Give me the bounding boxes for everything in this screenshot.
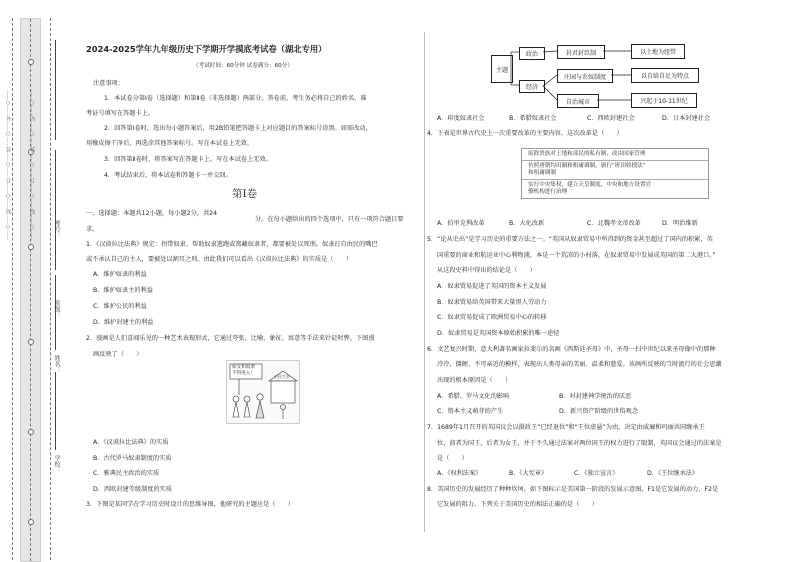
cartoon-sign-line2: 不得进入！ (232, 371, 255, 376)
field-class-line (55, 150, 56, 270)
mindmap-economy: 经济 (519, 80, 545, 93)
q2-stem: 2．漫画是人们喜闻乐见的一种艺术表现形式，它通过夸张、比喻、象征、寓意等手法来针砭时弊。下图漫 (86, 335, 375, 342)
field-name: 姓名： (53, 355, 60, 373)
q4-table-text: 和租庸调制 (528, 170, 556, 176)
q7-option-d: D．《王位继承法》 (647, 470, 699, 477)
q1-option-b: B．维护奴隶主的利益 (93, 287, 153, 294)
q3-option-b: B．希腊奴隶社会 (509, 115, 557, 122)
q1-option-a: A．维护奴隶的利益 (93, 271, 147, 278)
q6-option-c: C．资本主义萌芽的产生 (437, 408, 504, 415)
q5-stem-end: 从这段史料中得出的结论是（ ） (437, 267, 536, 274)
q1-stem-cont: 或不承认自己的主人，要被处以割耳之刑。由此我们可以看出《汉谟拉比法典》的实质是（ ） (86, 256, 353, 263)
mindmap-politics: 政治 (519, 47, 545, 60)
binding-outer-text: ……○……外……○……装……○……订……○……线……○…… (5, 90, 11, 240)
q2-stem-cont: 画反映了（ ） (93, 351, 143, 358)
binding-hole (28, 429, 34, 435)
q6-stem: 6．文艺复兴时期，意大利著名画家拉斐尔的名画《西斯廷圣母》中，圣母一扫中世纪以来圣母像中的那种 (427, 346, 716, 353)
q4-option-a: A．伯里克利改革 (437, 220, 485, 227)
q3-option-d: D．日本封建社会 (662, 115, 711, 122)
q4-table (521, 148, 709, 199)
q7-option-b: B．《大宪章》 (509, 470, 548, 477)
binding-hole (28, 339, 34, 345)
q7-option-c: C．《独立宣言》 (574, 470, 619, 477)
q4-table-row (522, 160, 708, 179)
q4-table-text: 仿照唐朝均田制和租庸调制，颁行“班田收授法” (528, 163, 646, 169)
notes-line: 3．回答第Ⅱ卷时，将答案写在答题卡上。写在本试卷上无效。 (104, 156, 272, 163)
page-title: 2024-2025学年九年级历史下学期开学摸底考试卷（湖北专用） (86, 44, 327, 54)
mindmap-root: 主题 (491, 55, 513, 83)
q5-stem-cont: 国重要的商业和航运业中心利物浦，本是一个荒凉的小村落，在奴隶贸易中发展成英国的第二大港口。” (437, 252, 716, 259)
fold-line (50, 18, 51, 560)
mindmap-self-sufficient: 以自给自足为特点 (631, 68, 699, 83)
q6-stem-cont: 冷冷、僵硬、不可亲近的模样，表现出人类母亲的美丽、温柔和慈爱。该画所反映的当时流行的社会思潮 (437, 361, 722, 368)
field-school: 学校： (53, 455, 60, 473)
q7-stem-end: 是（ ） (437, 455, 468, 462)
q5-option-c: C．奴隶贸易促成了欧洲贸易中心的转移 (437, 314, 547, 321)
q4-option-b: B．大化改新 (509, 220, 545, 227)
binding-hole (28, 59, 34, 65)
cartoon-building-label: 公民大会 (274, 374, 290, 379)
mindmap-fief-system: 封君封臣制 (557, 45, 605, 59)
q8-stem-cont: 它发展的阻力。下列关于美国历史的相法正确的是（ ） (437, 501, 598, 508)
q5-option-d: D．奴隶贸易是英国资本原始积累的唯一途径 (437, 330, 560, 337)
q2-option-b: B．古代罗马奴隶制度的实质 (93, 455, 172, 462)
q4-stem: 4．下表是世界古代史上一次重要改革的主要内容，这次改革是（ ） (427, 130, 623, 137)
q2-cartoon (226, 360, 300, 424)
q7-stem: 7．1689年1月召开的英国议会以摄政王“已经退位”和“王位虚悬”为由，决定由威廉和玛丽共同继承王 (427, 424, 705, 431)
outer-dashed-line (12, 18, 13, 560)
binding-inner-text: ……○……内……○……装……○……订……○……线……○…… (29, 90, 35, 240)
field-exam-no: 考号： (53, 220, 60, 238)
q4-table-row: 废除贵族对土地和部民的私有制，改由国家管理 (528, 151, 646, 157)
mindmap-land-tie: 以土地为纽带 (631, 44, 685, 59)
q8-stem: 8．美国历史的发展经历了种种坎坷。如下图标示是美国第一阶段的发展示意图，F1是它发展的动力，F2是 (427, 486, 719, 493)
notes-line: 4．考试结束后，将本试卷和答题卡一并交回。 (104, 172, 232, 179)
q5-option-b: B．奴隶贸易给英国带来大量黑人劳动力 (437, 299, 547, 306)
section-intro-cont: 分。在每小题给出的四个选项中，只有一项符合题目要 (255, 216, 404, 223)
binding-hole (28, 244, 34, 250)
mindmap-connectors (480, 40, 710, 112)
q4-table-text: 实行中央集权，建立天皇制度，中央和地方设置官 (528, 182, 652, 188)
q6-option-d: D．新兴资产阶级的世俗观念 (559, 408, 639, 415)
q6-option-a: A．希腊、罗马文化的影响 (437, 393, 510, 400)
q3-option-a: A．印度奴隶社会 (437, 115, 485, 122)
mindmap-city: 自治城市 (557, 94, 599, 108)
q5-option-a: A．奴隶贸易促进了英国的资本主义发展 (437, 283, 547, 290)
q4-table-row (522, 179, 708, 198)
q4-option-c: C．北魏孝文帝改革 (587, 220, 641, 227)
exam-meta: （考试时间：60分钟 试卷满分：60分） (193, 63, 293, 69)
field-school-line (55, 372, 56, 450)
notes-line: 用橡皮擦干净后，再选涂其他答案标号。写在本试卷上无效。 (86, 140, 254, 147)
q2-option-d: D．西欧封建等级制度的实质 (93, 486, 173, 493)
mindmap-connector (543, 75, 557, 86)
field-exam-no-line (55, 40, 56, 140)
q7-stem-cont: 位，前者为国王，后者为女王，并于不久通过法案对两位国王的权力进行了限制，英国议会通过的法案是 (437, 440, 722, 447)
mindmap-connector (543, 51, 557, 52)
section-intro-end: 求。 (86, 226, 99, 233)
q1-option-c: C．维护公民的利益 (93, 303, 147, 310)
binding-hole (28, 519, 34, 525)
notes-heading: 注意事项： (93, 80, 124, 87)
q1-stem: 1．《汉谟拉比法典》规定：拐带奴隶、帮助奴隶逃跑或窝藏奴隶者，都要被处以死刑。奴隶打自由民的嘴巴 (86, 241, 378, 248)
q5-stem: 5．“论从史出”是学习历史的重要方法之一。“英国从奴隶贸易中所得到的资金甚至超过了国内的积累，英 (427, 236, 713, 243)
mindmap-manor: 庄园与农奴制度 (557, 69, 613, 83)
section-intro: 一、选择题：本题共12小题，每小题2分，共24 (86, 210, 218, 217)
q3-option-c: C．西欧封建社会 (587, 115, 635, 122)
cartoon-sign: 如女和奴隶 (232, 365, 255, 370)
q6-option-b: B．对封建神学统治的厌恶 (559, 393, 632, 400)
q2-option-a: A．《汉谟拉比法典》的实质 (93, 439, 169, 446)
q4-option-d: D．明治维新 (662, 220, 698, 227)
q7-option-a: A．《权利法案》 (437, 470, 482, 477)
section-title: 第Ⅰ卷 (232, 188, 258, 200)
q3-stem: 3．下图是某同学在学习历史时设计的思维导图，他研究的主题应是（ ） (86, 501, 295, 508)
q1-option-d: D．维护封建主的利益 (93, 319, 154, 326)
notes-line: 考证号填写在答题卡上。 (86, 110, 155, 117)
q6-stem-end: 出现的根本原因是（ ） (437, 377, 512, 384)
notes-line: 1．本试卷分第Ⅰ卷（选择题）和第Ⅱ卷（非选择题）两部分。答卷前，考生务必将自己的姓名、准 (104, 95, 367, 102)
q4-table-text: 僚机构进行治理 (528, 189, 568, 195)
mindmap-rise-century: 兴起于10-11世纪 (631, 93, 697, 108)
field-class: 班级： (53, 300, 60, 318)
notes-line: 2．回答第Ⅰ卷时，选出每小题答案后，用2B铅笔把答题卡上对应题目的答案标号涂黑。如需改动， (104, 125, 372, 132)
mindmap-connector (543, 86, 557, 100)
column-divider (424, 32, 425, 532)
q2-option-c: C．雅典民主政治的实质 (93, 470, 160, 477)
